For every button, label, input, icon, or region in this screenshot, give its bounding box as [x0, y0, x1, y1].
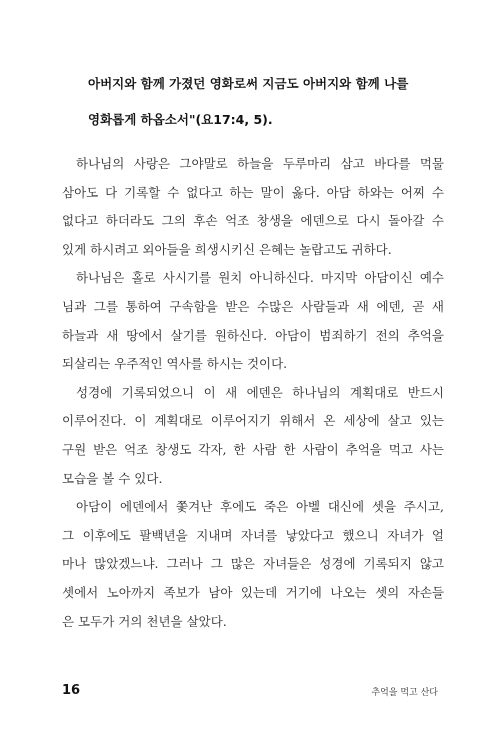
paragraph-2-line: 되살리는 우주적인 역사를 하시는 것이다. [62, 356, 288, 372]
quote-line: 아버지와 함께 가졌던 영화로써 지금도 아버지와 함께 나를 [88, 76, 409, 91]
paragraph-1-line: 없다고 하더라도 그의 후손 억조 창생을 에덴으로 다시 돌아갈 수 [62, 213, 444, 229]
paragraph-3-line: 구원 받은 억조 창생도 각자, 한 사람 한 사람이 추억을 먹고 사는 [62, 441, 444, 457]
paragraph-4-line: 그 이후에도 팔백년을 지내며 자녀를 낳았다고 했으니 자녀가 얼 [62, 527, 444, 543]
paragraph-4-line: 아담이 에덴에서 쫓겨난 후에도 죽은 아벨 대신에 셋을 주시고, [76, 499, 444, 515]
paragraph-1-line: 삼아도 다 기록할 수 없다고 하는 말이 옳다. 아담 하와는 어찌 수 [62, 184, 444, 200]
paragraph-4-line: 셋에서 노아까지 족보가 남아 있는데 거기에 나오는 셋의 자손들 [62, 584, 444, 600]
quote-line: 영화롭게 하옵소서"(요17:4, 5). [88, 112, 273, 127]
running-title: 추억을 먹고 산다 [371, 688, 438, 698]
paragraph-3-line: 모습을 볼 수 있다. [62, 470, 163, 486]
body-text [62, 150, 444, 636]
paragraph-3-line: 성경에 기록되었으니 이 새 에덴은 하나님의 계획대로 반드시 [76, 384, 444, 400]
paragraph-4-line: 은 모두가 거의 천년을 살았다. [62, 613, 227, 629]
paragraph-1-line: 있게 하시려고 외아들을 희생시키신 은혜는 놀랍고도 귀하다. [62, 241, 392, 257]
paragraph-1-line: 하나님의 사랑은 그야말로 하늘을 두루마리 삼고 바다를 먹물 [76, 156, 444, 171]
paragraph-3-line: 이루어진다. 이 계획대로 이루어지기 위해서 온 세상에 살고 있는 [62, 413, 444, 429]
page-number: 16 [62, 683, 81, 698]
paragraph-2-line: 님과 그를 통하여 구속함을 받은 수많은 사람들과 새 에덴, 곧 새 [62, 298, 444, 314]
paragraph-2-line: 하나님은 홀로 사시기를 원치 아니하신다. 마지막 아담이신 예수 [76, 270, 444, 286]
scripture-quote [88, 66, 418, 138]
paragraph-2-line: 하늘과 새 땅에서 살기를 원하신다. 아담이 범죄하기 전의 추억을 [62, 327, 444, 343]
paragraph-4-line: 마나 많았겠느냐. 그러나 그 많은 자녀들은 성경에 기록되지 않고 [62, 556, 444, 572]
